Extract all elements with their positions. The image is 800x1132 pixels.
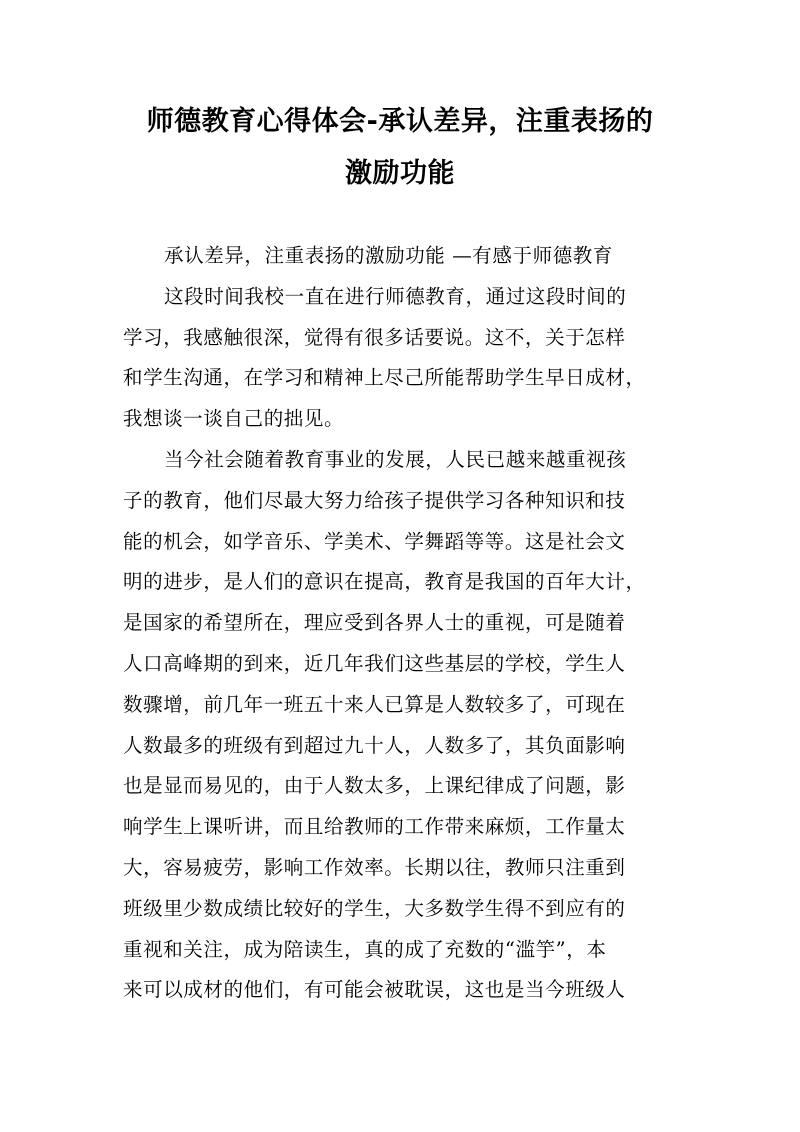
text-line: 数骤增，前几年一班五十来人已算是人数较多了，可现在 <box>123 692 626 716</box>
text-line: 来可以成材的他们，有可能会被耽误，这也是当今班级人 <box>123 978 626 1002</box>
text-line: 学习，我感触很深，觉得有很多话要说。这不，关于怎样 <box>123 325 626 349</box>
text-line: 当今社会随着教育事业的发展，人民已越来越重视孩 <box>164 447 627 471</box>
text-line: 重视和关注，成为陪读生，真的成了充数的“滥竽”，本 <box>123 937 607 961</box>
text-line: 是国家的希望所在，理应受到各界人士的重视，可是随着 <box>123 611 626 635</box>
text-line: 也是显而易见的，由于人数太多，上课纪律成了问题，影 <box>123 774 626 798</box>
title-line: 师德教育心得体会-承认差异，注重表扬的 <box>146 106 654 137</box>
text-line: 子的教育，他们尽最大努力给孩子提供学习各种知识和技 <box>123 488 626 512</box>
text-line: 人口高峰期的到来，近几年我们这些基层的学校，学生人 <box>123 651 626 675</box>
text-line: 人数最多的班级有到超过九十人，人数多了，其负面影响 <box>123 733 626 757</box>
text-line: 响学生上课听讲，而且给教师的工作带来麻烦，工作量太 <box>123 815 626 839</box>
text-line: 承认差异，注重表扬的激励功能 —有感于师德教育 <box>164 244 613 267</box>
text-line: 和学生沟通，在学习和精神上尽己所能帮助学生早日成材， <box>123 366 646 390</box>
text-line: 我想谈一谈自己的拙见。 <box>123 407 345 431</box>
title-line: 激励功能 <box>345 158 455 189</box>
text-line: 能的机会，如学音乐、学美术、学舞蹈等等。这是社会文 <box>123 529 626 553</box>
text-line: 这段时间我校一直在进行师德教育，通过这段时间的 <box>164 284 627 308</box>
text-line: 大，容易疲劳，影响工作效率。长期以往，教师只注重到 <box>123 855 626 879</box>
document-title <box>100 96 700 200</box>
text-line: 班级里少数成绩比较好的学生，大多数学生得不到应有的 <box>123 896 626 920</box>
document-body <box>123 236 679 1011</box>
text-line: 明的进步，是人们的意识在提高，教育是我国的百年大计， <box>123 570 646 594</box>
